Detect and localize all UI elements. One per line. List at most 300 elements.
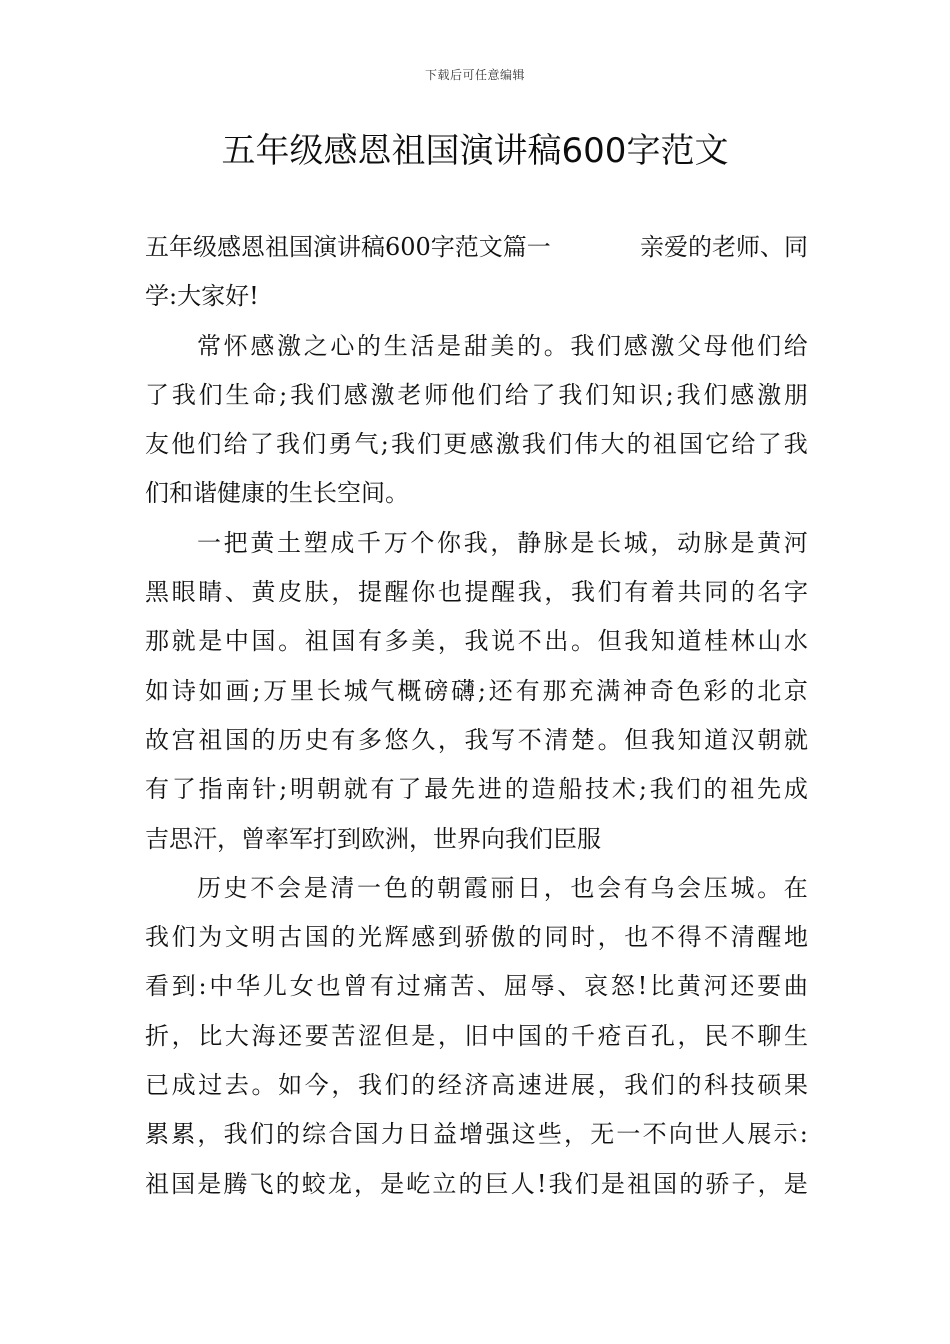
text-char: 就 [343,775,368,804]
text-char: 一 [616,1120,641,1149]
text-char: 子 [731,1169,756,1198]
paragraph-line [145,223,808,272]
text-char: 中 [224,627,249,656]
text-char: 故 [145,725,169,754]
text-char: 国 [304,923,329,952]
text-char: 醒 [384,578,409,607]
text-char: 我 [548,1169,573,1198]
text-char: ， [490,528,515,557]
text-char: 祖 [198,725,223,754]
text-char: 老 [397,380,422,409]
text-char: 辱 [530,972,555,1001]
text-char: 针 [252,775,277,804]
text-char: 久 [411,725,436,754]
text-char: 醒 [757,923,782,952]
text-char: 也 [316,972,341,1001]
text-char: 不 [250,873,275,902]
text-char: 我 [650,725,675,754]
paragraph-line [145,716,808,765]
text-char: 了 [171,775,196,804]
text-char: 京 [783,676,808,705]
text-char: 古 [278,923,303,952]
paragraph-line [145,420,808,469]
text-char: 去 [224,1071,249,1100]
text-char: 国 [679,430,704,459]
text-char: 的 [411,1071,436,1100]
text-char: 技 [585,775,610,804]
text-char: 。 [543,331,568,360]
text-char: 更 [443,430,468,459]
text-char: 静 [517,528,542,557]
text-char: 这 [511,1120,536,1149]
text-char: 们 [477,380,502,409]
text-char: 日 [406,1120,431,1149]
text-char: 最 [424,775,449,804]
text-char: 我 [358,1071,382,1100]
text-char: 曲 [783,972,808,1001]
text-char: 们 [597,331,622,360]
text-char: 我 [463,528,488,557]
text-char: ， [331,1071,356,1100]
text-char: 出 [544,627,569,656]
text-char: 的 [410,873,435,902]
text-char: 色 [383,873,408,902]
text-char: 综 [302,1120,327,1149]
text-char: ; [279,775,288,804]
text-char: 济 [464,1071,489,1100]
text-char: 是 [380,1169,405,1198]
text-char: 清 [730,923,755,952]
text-char: 楚 [571,725,595,754]
text-char: 眼 [171,578,196,607]
text-char: 些 [537,1120,562,1149]
text-char: 们 [302,430,327,459]
text-char: 高 [491,1071,516,1100]
text-char: ; [665,380,674,409]
text-char: 清 [330,873,355,902]
paragraph-line [145,1110,808,1159]
paragraph-line [145,1061,808,1110]
text-char: 生 [225,380,250,409]
text-char: 了 [531,380,556,409]
text-char: 那 [145,627,169,656]
text-char: 过 [396,972,421,1001]
text-char: 黄 [251,578,276,607]
text-char: 折 [145,1021,169,1050]
text-char: 我 [290,380,315,409]
text-char: 时 [571,923,595,952]
text-char: 是 [730,528,755,557]
text-char: 你 [437,528,462,557]
text-line: 吉思汗，曾率军打到欧洲，世界向我们臣服 [145,824,601,853]
text-char: 的 [357,331,382,360]
text-char: 千 [357,528,382,557]
text-char: 经 [437,1071,462,1100]
text-char: 大 [224,1021,249,1050]
text-char: 知 [650,627,675,656]
text-char: 河 [783,528,808,557]
text-char: 写 [491,725,516,754]
text-char: 画 [225,676,250,705]
text-char: 进 [544,1071,569,1100]
paragraph-line [145,1012,808,1061]
text-char: 不 [704,923,729,952]
text-char: 睛 [198,578,223,607]
text-char: 我 [464,725,489,754]
text-char: 们 [171,923,196,952]
paragraph-line [145,815,808,864]
text-char: 给 [731,430,756,459]
text-char: 要 [757,972,782,1001]
text-char: 明 [290,775,315,804]
text-char: 有 [331,725,356,754]
text-char: 给 [783,331,808,360]
text-char: 们 [676,775,701,804]
text-char: 先 [757,775,782,804]
text-char: 我 [570,331,595,360]
text-char: 是 [198,627,223,656]
text-char: 是 [437,331,462,360]
text-char: 指 [198,775,223,804]
text-char: 成 [171,1071,196,1100]
text-char: 知 [612,380,636,409]
text-char: 儿 [262,972,287,1001]
text-char: 到 [437,923,462,952]
text-char: 益 [433,1120,458,1149]
text-char: 如 [278,1071,303,1100]
text-char: 辉 [384,923,409,952]
text-char: 你 [411,578,436,607]
text-char: 我 [571,578,595,607]
text-char: 北 [757,676,782,705]
text-char: 激 [757,380,782,409]
text-char: 祖 [627,1169,652,1198]
text-char: 万 [263,676,288,705]
paragraph-line [145,913,808,962]
text-char: 但 [624,725,649,754]
text-char: 祖 [145,1169,169,1198]
text-char: ; [638,775,647,804]
text-char: 人 [510,1169,535,1198]
text-char: ， [544,578,569,607]
text-char: 苦 [450,972,475,1001]
text-char: 感 [730,380,755,409]
text-char: 们 [574,1169,599,1198]
text-char: 也 [437,578,462,607]
text-char: 多 [358,725,382,754]
text-char: 怒 [610,972,635,1001]
text-char: 桂 [704,627,729,656]
text-char: ， [543,873,568,902]
text-char: 国 [171,1169,196,1198]
text-char: 会 [277,873,302,902]
text-char: 感 [623,331,648,360]
text-char: 我 [558,380,583,409]
text-char: 是 [197,1169,222,1198]
text-char: 合 [328,1120,353,1149]
text-char: 技 [730,1071,755,1100]
text-char: ， [677,1021,702,1050]
text-char: 激 [650,331,675,360]
text-char: 个 [410,528,435,557]
text-char: 祖 [304,627,329,656]
text-char: 的 [331,923,356,952]
text-char: 脉 [703,528,728,557]
text-char: 师 [424,380,449,409]
text-char: 朝 [437,873,462,902]
text-char: 们 [585,380,610,409]
text-char: 压 [703,873,728,902]
text-char: 我 [390,430,415,459]
text-char: ， [437,627,462,656]
text-char: 。 [597,725,622,754]
text-char: 名 [757,578,782,607]
text-char: 过 [198,1071,223,1100]
text-char: 痛 [423,972,448,1001]
text-char: 千 [571,1021,595,1050]
text-char: 他 [171,430,196,459]
text-char: 中 [491,1021,516,1050]
text-char: 的 [251,725,276,754]
text-char: 激 [495,430,520,459]
text-char: 们 [197,430,222,459]
text-char: 疮 [597,1021,622,1050]
document-body [145,223,808,1209]
text-char: 国 [331,627,356,656]
text-char: 长 [316,676,341,705]
section-heading: 五年级感恩祖国演讲稿600字范文篇一 [145,233,551,261]
text-char: 船 [558,775,583,804]
text-char: 万 [383,528,408,557]
text-char: 我 [676,380,701,409]
text-char: 的 [544,1021,569,1050]
text-char: 醒 [491,578,516,607]
text-char: 满 [596,676,621,705]
text-char: 海 [251,1021,276,1050]
text-char: 我 [649,775,674,804]
text-char: 日 [517,873,542,902]
text-char: 气 [370,676,395,705]
text-char: 的 [275,1169,300,1198]
text-char: 有 [145,775,169,804]
text-char: ; [477,676,486,705]
text-char: 比 [650,972,675,1001]
text-char: ， [650,528,675,557]
text-char: 命 [252,380,277,409]
text-char: 黄 [676,972,701,1001]
text-char: 。 [571,627,595,656]
text-char: 黄 [250,528,275,557]
text-char: 但 [597,627,622,656]
text-char: 强 [485,1120,510,1149]
text-char: 的 [517,923,542,952]
paragraph-line [145,371,808,420]
text-char: 美 [490,331,515,360]
text-char: 骄 [464,923,489,952]
text-char: 生 [784,1021,808,1050]
text-char: 明 [251,923,276,952]
text-char: 城 [730,873,755,902]
text-char: 们 [249,1120,274,1149]
paragraph-line [145,617,808,666]
text-char: ， [354,1169,378,1198]
text-char: ， [597,923,622,952]
text-char: 皮 [278,578,303,607]
text-line: 们和谐健康的生长空间。 [145,479,409,508]
text-char: 磅 [424,676,449,705]
text-char: 水 [784,627,808,656]
text-char: 们 [316,380,341,409]
text-char: 示 [773,1120,798,1149]
text-char: ， [564,1120,588,1149]
text-char: 感 [250,331,275,360]
text-char: 中 [209,972,234,1001]
text-char: 、 [224,578,249,607]
paragraph-line [145,519,808,568]
text-char: 历 [278,725,303,754]
text-char: 苦 [331,1021,356,1050]
text-char: 要 [304,1021,329,1050]
text-char: 共 [677,578,702,607]
text-char: ， [437,1021,462,1050]
text-char: 里 [290,676,315,705]
text-char: ; [279,380,288,409]
text-char: 的 [458,1169,483,1198]
text-char: 长 [597,528,622,557]
text-char: 他 [730,331,755,360]
text-char: 同 [704,578,729,607]
text-char: 巨 [484,1169,509,1198]
text-char: ， [437,725,462,754]
text-char: ， [757,1169,782,1198]
text-char: 脉 [543,528,568,557]
text-char: 有 [358,627,382,656]
text-char: 知 [677,725,702,754]
text-char: 黄 [757,528,782,557]
text-char: 。 [251,1071,276,1100]
text-char: 们 [703,380,728,409]
salutation-start: 亲爱的老师、同 [640,233,808,261]
text-char: 礴 [451,676,476,705]
text-char: 造 [531,775,556,804]
text-char: 累 [171,1120,196,1149]
text-char: 了 [249,430,274,459]
text-char: 提 [358,578,382,607]
text-char: 人 [721,1120,746,1149]
paragraph-line [145,1160,808,1209]
text-char: 的 [703,775,728,804]
text-char: 不 [642,1120,667,1149]
text-char: 了 [397,775,422,804]
text-char: 硕 [757,1071,782,1100]
text-char: 涩 [358,1021,382,1050]
text-char: 先 [451,775,476,804]
text-char: ! [536,1169,547,1198]
text-char: 我 [517,578,542,607]
text-char: 土 [277,528,302,557]
text-char: 如 [198,676,223,705]
text-char: 成 [330,528,355,557]
text-char: 在 [783,873,808,902]
text-char: 历 [197,873,221,902]
text-char: 进 [477,775,502,804]
text-char: 我 [171,380,196,409]
text-char: 。 [757,873,782,902]
text-char: 聊 [757,1021,782,1050]
text-char: 屹 [406,1169,431,1198]
text-char: ， [171,1021,196,1050]
text-char: 力 [380,1120,405,1149]
text-char: 有 [370,775,395,804]
paragraph-line [145,864,808,913]
text-char: 了 [145,380,169,409]
text-char: 国 [251,627,276,656]
text-char: 道 [704,725,729,754]
text-char: 的 [517,331,542,360]
text-char: 激 [277,331,302,360]
text-char: ， [597,1071,622,1100]
salutation-end: 学:大家好! [145,282,259,311]
text-char: 神 [622,676,647,705]
text-char: 之 [303,331,328,360]
text-char: 果 [784,1071,808,1100]
text-char: 会 [677,873,702,902]
paragraph-line [145,469,808,518]
text-char: 朋 [783,380,808,409]
text-char: 有 [515,676,540,705]
text-char: ; [380,430,389,459]
paragraph-line [145,272,808,321]
text-char: 的 [730,578,755,607]
text-char: 甜 [463,331,488,360]
text-char: 色 [676,676,701,705]
text-char: 汉 [730,725,755,754]
text-char: 不 [730,1021,755,1050]
text-char: 还 [730,972,755,1001]
text-char: 立 [432,1169,457,1198]
text-char: 们 [597,578,622,607]
text-char: 字 [784,578,808,607]
text-char: 感 [469,430,494,459]
text-char: 给 [504,380,529,409]
text-char: 识 [638,380,663,409]
text-char: 傲 [491,923,516,952]
text-char: 道 [677,627,702,656]
text-char: ， [331,578,356,607]
text-char: 同 [544,923,569,952]
text-char: 文 [224,923,249,952]
paragraph-line [145,962,808,1011]
text-char: 那 [542,676,567,705]
text-char: 的 [626,430,651,459]
text-char: 也 [570,873,595,902]
text-char: 我 [624,627,649,656]
text-char: 蛟 [301,1169,326,1198]
text-char: 孔 [650,1021,675,1050]
text-char: 河 [703,972,728,1001]
text-char: 腾 [223,1169,248,1198]
text-char: 了 [757,430,782,459]
text-char: ， [197,1120,222,1149]
text-char: 速 [517,1071,542,1100]
text-char: 有 [369,972,394,1001]
text-char: 诗 [171,676,196,705]
text-char: 城 [623,528,648,557]
text-char: 术 [612,775,636,804]
text-char: 增 [459,1120,484,1149]
text-char: 是 [411,1021,436,1050]
text-char: 国 [653,1169,678,1198]
